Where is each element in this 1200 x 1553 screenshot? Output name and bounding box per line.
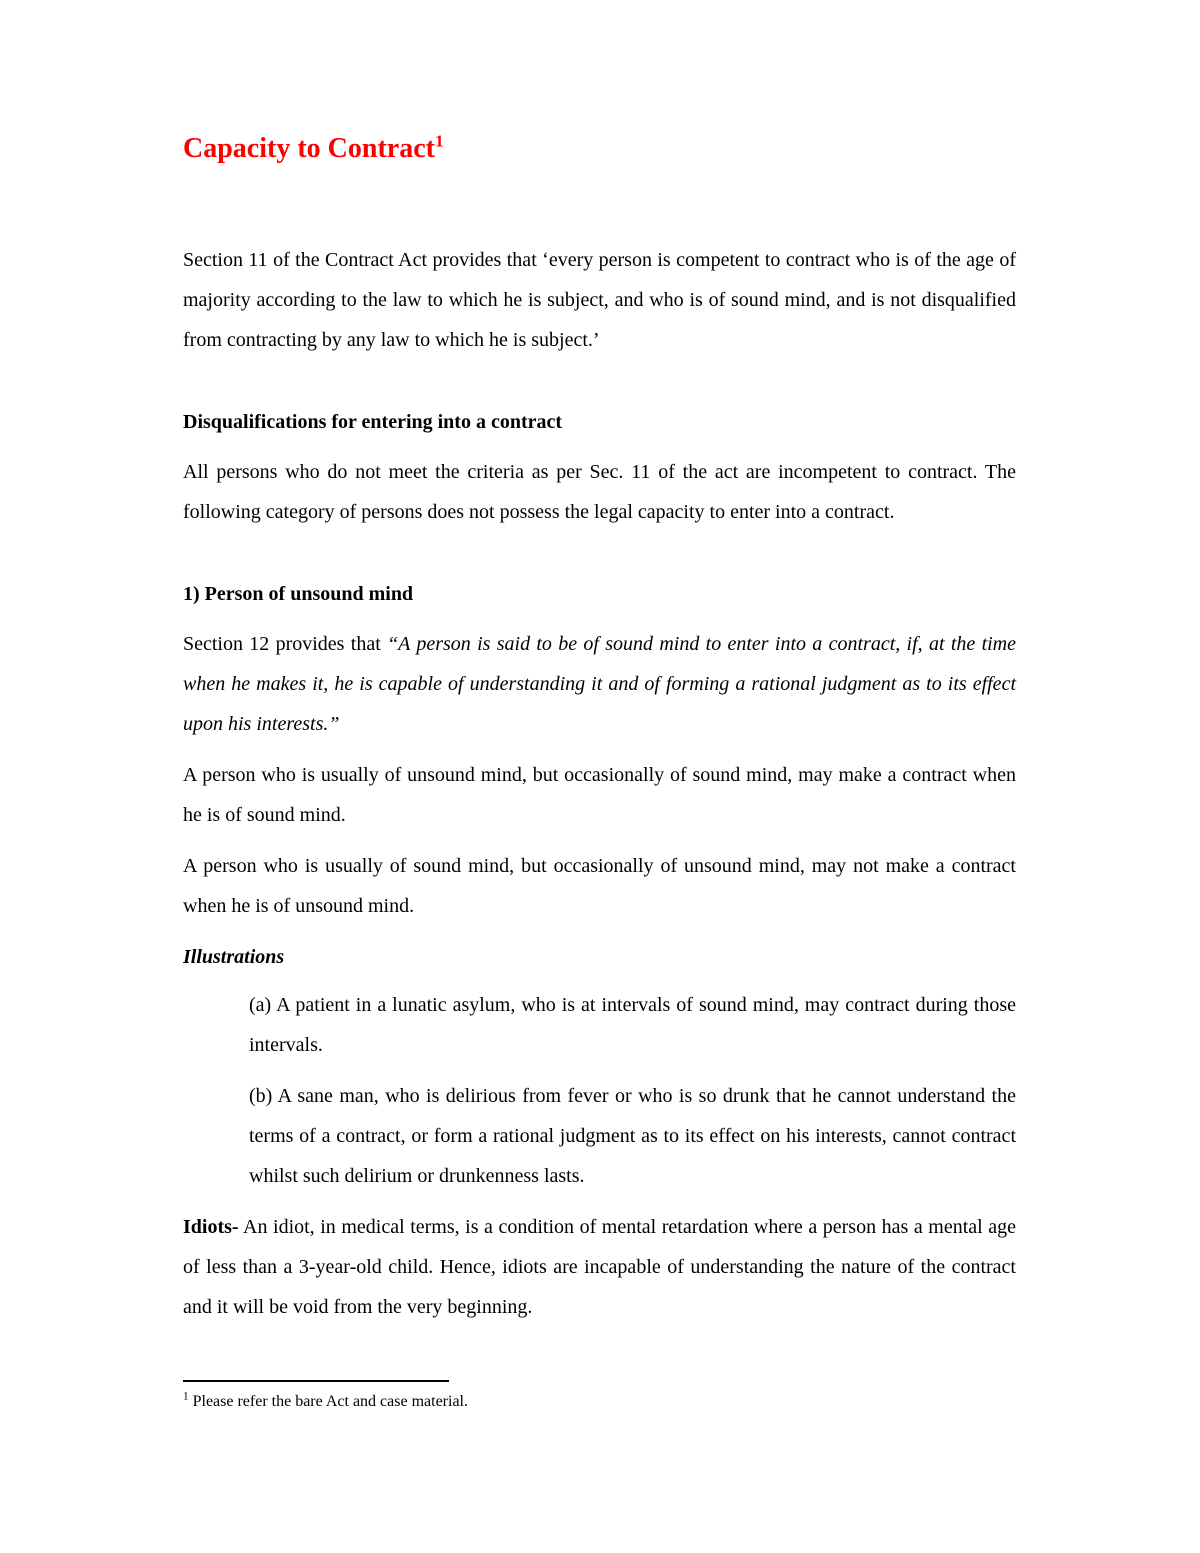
- idiots-paragraph: [183, 1207, 1016, 1327]
- intro-paragraph: Section 11 of the Contract Act provides that ‘every person is competent to contract who is of the age of majority according to the law to which he is subject, and who is of sound mind, and is not disqualified from contracting by any law to which he is subject.’: [183, 249, 1016, 351]
- section12-paragraph: [183, 624, 1016, 744]
- illustration-b-paragraph: (b) A sane man, who is delirious from fever or who is so drunk that he cannot understand the terms of a contract, or form a rational judgment as to its effect on his interests, cannot contract whilst such delirium or drunkenness lasts.: [249, 1085, 1016, 1187]
- footnote-marker: 1: [183, 1390, 189, 1403]
- usually-unsound-paragraph: A person who is usually of unsound mind, but occasionally of sound mind, may make a contract when he is of sound mind.: [183, 764, 1016, 826]
- idiots-lead: Idiots-: [183, 1216, 239, 1238]
- document-content: [183, 0, 1016, 1338]
- section12-quote: “A person is said to be of sound mind to enter into a contract, if, at the time when he makes it, he is capable of understanding it and of forming a rational judgment as to its effect upon his interests.”: [183, 633, 1016, 735]
- usually-sound-paragraph: A person who is usually of sound mind, but occasionally of unsound mind, may not make a contract when he is of unsound mind.: [183, 855, 1016, 917]
- illustration-a-paragraph: (a) A patient in a lunatic asylum, who is at intervals of sound mind, may contract during those intervals.: [249, 994, 1016, 1056]
- disqualifications-paragraph: All persons who do not meet the criteria as per Sec. 11 of the act are incompetent to contract. The following category of persons does not possess the legal capacity to enter into a contract.: [183, 461, 1016, 523]
- heading-disqualifications: Disqualifications for entering into a contract: [183, 411, 563, 433]
- footnote-separator-rule: [183, 1380, 449, 1382]
- footnote-text: Please refer the bare Act and case material.: [192, 1393, 468, 1410]
- heading-illustrations: Illustrations: [183, 946, 285, 968]
- title-footnote-reference: 1: [434, 131, 444, 151]
- heading-person-of-unsound-mind: 1) Person of unsound mind: [183, 583, 414, 605]
- idiots-body: An idiot, in medical terms, is a condition of mental retardation where a person has a mental age of less than a 3-year-old child. Hence, idiots are incapable of understanding the nature of the contract and it will be void from the very beginning.: [183, 1216, 1016, 1318]
- footnote: [183, 1391, 1016, 1413]
- document-title: [183, 130, 1016, 168]
- footnote-area: [183, 1380, 1016, 1413]
- section12-lead: Section 12 provides that: [183, 633, 388, 655]
- document-title-text: Capacity to Contract: [183, 133, 435, 164]
